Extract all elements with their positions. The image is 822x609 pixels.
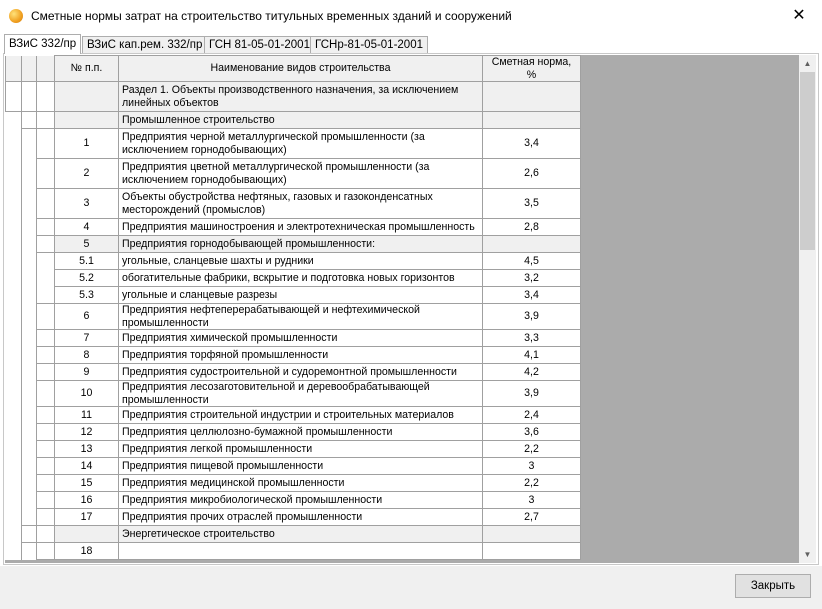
app-icon	[9, 9, 23, 23]
table-row[interactable]	[6, 330, 581, 347]
name-cell[interactable]	[119, 543, 483, 560]
tab-gsnr-81-05-01-2001[interactable]: ГСНр-81-05-01-2001	[310, 36, 428, 53]
table-row[interactable]	[6, 458, 581, 475]
tab-vzis-332[interactable]: ВЗиС 332/пр	[4, 34, 81, 54]
indent-cell	[22, 287, 37, 304]
name-cell[interactable]: Предприятия пищевой промышленности	[119, 458, 483, 475]
table-row[interactable]	[6, 364, 581, 381]
indent-cell	[22, 347, 37, 364]
indent-cell	[6, 424, 22, 441]
indent-cell	[37, 441, 55, 458]
indent-cell	[37, 219, 55, 236]
indent-cell	[6, 526, 22, 543]
close-button[interactable]: Закрыть	[735, 574, 811, 598]
norms-grid[interactable]	[5, 55, 799, 563]
name-cell[interactable]: Предприятия горнодобывающей промышленности:	[119, 236, 483, 253]
indent-cell	[37, 82, 55, 112]
section-row[interactable]	[6, 82, 581, 112]
table-row[interactable]	[6, 407, 581, 424]
section-row[interactable]	[6, 526, 581, 543]
column-header-name[interactable]: Наименование видов строительства	[119, 56, 483, 82]
norm-cell[interactable]: 3,2	[483, 270, 581, 287]
name-cell[interactable]: Предприятия медицинской промышленности	[119, 475, 483, 492]
indent-cell	[22, 189, 37, 219]
num-cell[interactable]: 14	[55, 458, 119, 475]
norm-cell[interactable]	[483, 543, 581, 560]
norm-cell[interactable]: 3,5	[483, 189, 581, 219]
table-row[interactable]	[6, 347, 581, 364]
norm-cell[interactable]: 4,5	[483, 253, 581, 270]
indent-header	[37, 56, 55, 82]
table-row[interactable]	[6, 492, 581, 509]
norms-table	[5, 55, 581, 560]
num-cell[interactable]: 16	[55, 492, 119, 509]
indent-cell	[6, 236, 22, 253]
table-row[interactable]	[6, 270, 581, 287]
name-cell[interactable]: угольные и сланцевые разрезы	[119, 287, 483, 304]
num-cell[interactable]: 12	[55, 424, 119, 441]
num-cell[interactable]: 7	[55, 330, 119, 347]
table-row[interactable]	[6, 381, 581, 407]
scroll-down-icon[interactable]: ▼	[803, 550, 812, 559]
norm-cell[interactable]	[483, 82, 581, 112]
indent-cell	[37, 381, 55, 407]
indent-cell	[22, 236, 37, 253]
indent-cell	[37, 475, 55, 492]
indent-cell	[37, 270, 55, 287]
table-row[interactable]	[6, 189, 581, 219]
indent-cell	[22, 304, 37, 330]
norm-cell[interactable]: 3,4	[483, 287, 581, 304]
norm-cell[interactable]: 4,2	[483, 364, 581, 381]
name-cell[interactable]: угольные, сланцевые шахты и рудники	[119, 253, 483, 270]
norm-cell[interactable]: 2,2	[483, 441, 581, 458]
table-row[interactable]	[6, 509, 581, 526]
indent-cell	[6, 381, 22, 407]
norm-cell[interactable]	[483, 526, 581, 543]
norm-cell[interactable]	[483, 112, 581, 129]
indent-cell	[22, 129, 37, 159]
name-cell[interactable]: Предприятия микробиологической промышленности	[119, 492, 483, 509]
norm-cell[interactable]: 3,3	[483, 330, 581, 347]
norm-cell[interactable]: 2,2	[483, 475, 581, 492]
indent-cell	[22, 526, 37, 543]
indent-header	[22, 56, 37, 82]
indent-cell	[37, 407, 55, 424]
indent-cell	[22, 458, 37, 475]
indent-cell	[22, 159, 37, 189]
title-bar	[0, 0, 822, 32]
indent-cell	[37, 253, 55, 270]
name-cell[interactable]: Промышленное строительство	[119, 112, 483, 129]
indent-cell	[37, 364, 55, 381]
num-cell[interactable]: 5.2	[55, 270, 119, 287]
num-cell[interactable]	[55, 112, 119, 129]
norm-cell[interactable]: 2,6	[483, 159, 581, 189]
num-cell[interactable]: 6	[55, 304, 119, 330]
num-cell[interactable]: 4	[55, 219, 119, 236]
name-cell[interactable]: Предприятия лесозаготовительной и деревообрабатывающей промышленности	[119, 381, 483, 407]
indent-cell	[22, 82, 37, 112]
selected-cell[interactable]	[55, 82, 119, 112]
table-row[interactable]	[6, 475, 581, 492]
indent-cell	[22, 364, 37, 381]
indent-cell	[37, 112, 55, 129]
name-cell[interactable]: Предприятия нефтеперерабатывающей и нефтехимической промышленности	[119, 304, 483, 330]
indent-cell	[6, 253, 22, 270]
name-cell[interactable]: обогатительные фабрики, вскрытие и подготовка новых горизонтов	[119, 270, 483, 287]
indent-cell	[22, 253, 37, 270]
name-cell[interactable]: Предприятия химической промышленности	[119, 330, 483, 347]
indent-cell	[37, 458, 55, 475]
num-cell[interactable]: 11	[55, 407, 119, 424]
indent-cell	[22, 509, 37, 526]
table-row[interactable]	[6, 287, 581, 304]
table-header-row	[6, 56, 581, 82]
indent-cell	[22, 381, 37, 407]
num-cell[interactable]: 5.3	[55, 287, 119, 304]
indent-cell	[6, 112, 22, 129]
tab-gsn-81-05-01-2001[interactable]: ГСН 81-05-01-2001	[204, 36, 315, 53]
indent-cell	[6, 287, 22, 304]
name-cell[interactable]: Предприятия черной металлургической промышленности (за исключением горнодобывающих)	[119, 129, 483, 159]
norm-cell[interactable]: 3,4	[483, 129, 581, 159]
indent-cell	[6, 270, 22, 287]
name-cell[interactable]: Раздел 1. Объекты производственного назначения, за исключением линейных объектов	[119, 82, 483, 112]
norm-cell[interactable]: 2,7	[483, 509, 581, 526]
name-cell[interactable]: Энергетическое строительство	[119, 526, 483, 543]
indent-cell	[6, 347, 22, 364]
name-cell[interactable]: Предприятия строительной индустрии и строительных материалов	[119, 407, 483, 424]
name-cell[interactable]: Предприятия судостроительной и судоремонтной промышленности	[119, 364, 483, 381]
column-header-num[interactable]: № п.п.	[55, 56, 119, 82]
norm-cell[interactable]: 3	[483, 458, 581, 475]
indent-cell	[37, 159, 55, 189]
norm-cell[interactable]: 2,8	[483, 219, 581, 236]
indent-cell	[22, 407, 37, 424]
indent-header	[6, 56, 22, 82]
table-row[interactable]	[6, 253, 581, 270]
indent-cell	[37, 304, 55, 330]
num-cell[interactable]: 15	[55, 475, 119, 492]
indent-cell	[6, 509, 22, 526]
indent-cell	[37, 287, 55, 304]
indent-cell	[22, 475, 37, 492]
name-cell[interactable]: Предприятия прочих отраслей промышленности	[119, 509, 483, 526]
name-cell[interactable]: Предприятия целлюлозно-бумажной промышленности	[119, 424, 483, 441]
indent-cell	[37, 129, 55, 159]
norm-cell[interactable]: 3	[483, 492, 581, 509]
name-cell[interactable]: Объекты обустройства нефтяных, газовых и газоконденсатных месторождений (промыслов)	[119, 189, 483, 219]
indent-cell	[6, 543, 22, 560]
indent-cell	[6, 330, 22, 347]
indent-cell	[22, 112, 37, 129]
tab-vzis-kaprem-332[interactable]: ВЗиС кап.рем. 332/пр	[82, 36, 207, 53]
section-row[interactable]	[6, 236, 581, 253]
section-row[interactable]	[6, 112, 581, 129]
num-cell[interactable]: 13	[55, 441, 119, 458]
footer-bar	[0, 566, 822, 609]
norm-cell[interactable]: 4,1	[483, 347, 581, 364]
table-row[interactable]	[6, 219, 581, 236]
indent-cell	[6, 82, 22, 112]
norm-cell[interactable]: 3,6	[483, 424, 581, 441]
indent-cell	[6, 364, 22, 381]
vertical-scrollbar[interactable]	[799, 55, 816, 563]
indent-cell	[6, 492, 22, 509]
scroll-up-icon[interactable]: ▲	[803, 59, 812, 68]
name-cell[interactable]: Предприятия легкой промышленности	[119, 441, 483, 458]
indent-cell	[37, 424, 55, 441]
indent-cell	[6, 129, 22, 159]
norm-cell[interactable]: 3,9	[483, 381, 581, 407]
indent-cell	[37, 526, 55, 543]
num-cell[interactable]: 8	[55, 347, 119, 364]
indent-cell	[37, 543, 55, 560]
num-cell[interactable]: 1	[55, 129, 119, 159]
table-row[interactable]	[6, 424, 581, 441]
indent-cell	[6, 219, 22, 236]
name-cell[interactable]: Предприятия цветной металлургической промышленности (за исключением горнодобывающих)	[119, 159, 483, 189]
num-cell[interactable]: 5.1	[55, 253, 119, 270]
indent-cell	[37, 509, 55, 526]
indent-cell	[22, 492, 37, 509]
table-row[interactable]	[6, 159, 581, 189]
indent-cell	[22, 219, 37, 236]
column-header-norm[interactable]: Сметная норма, %	[483, 56, 581, 82]
indent-cell	[22, 543, 37, 560]
indent-cell	[22, 424, 37, 441]
table-row[interactable]	[6, 129, 581, 159]
num-cell[interactable]: 2	[55, 159, 119, 189]
close-window-button[interactable]: ✕	[792, 7, 806, 24]
indent-cell	[6, 304, 22, 330]
name-cell[interactable]: Предприятия машиностроения и электротехническая промышленность	[119, 219, 483, 236]
indent-cell	[22, 330, 37, 347]
num-cell[interactable]: 10	[55, 381, 119, 407]
indent-cell	[37, 236, 55, 253]
indent-cell	[22, 441, 37, 458]
indent-cell	[6, 407, 22, 424]
table-row[interactable]	[6, 543, 581, 560]
num-cell[interactable]: 3	[55, 189, 119, 219]
name-cell[interactable]: Предприятия торфяной промышленности	[119, 347, 483, 364]
indent-cell	[37, 330, 55, 347]
indent-cell	[6, 441, 22, 458]
indent-cell	[6, 189, 22, 219]
num-cell[interactable]: 18	[55, 543, 119, 560]
num-cell[interactable]	[55, 526, 119, 543]
window-title: Сметные нормы затрат на строительство титульных временных зданий и сооружений	[31, 9, 512, 23]
num-cell[interactable]: 5	[55, 236, 119, 253]
indent-cell	[6, 475, 22, 492]
indent-cell	[37, 347, 55, 364]
norm-cell[interactable]: 2,4	[483, 407, 581, 424]
scroll-thumb[interactable]	[800, 72, 815, 250]
indent-cell	[22, 270, 37, 287]
indent-cell	[37, 492, 55, 509]
indent-cell	[6, 458, 22, 475]
indent-cell	[6, 159, 22, 189]
norm-cell[interactable]	[483, 236, 581, 253]
table-row[interactable]	[6, 441, 581, 458]
table-row[interactable]	[6, 304, 581, 330]
norm-cell[interactable]: 3,9	[483, 304, 581, 330]
num-cell[interactable]: 17	[55, 509, 119, 526]
indent-cell	[37, 189, 55, 219]
num-cell[interactable]: 9	[55, 364, 119, 381]
